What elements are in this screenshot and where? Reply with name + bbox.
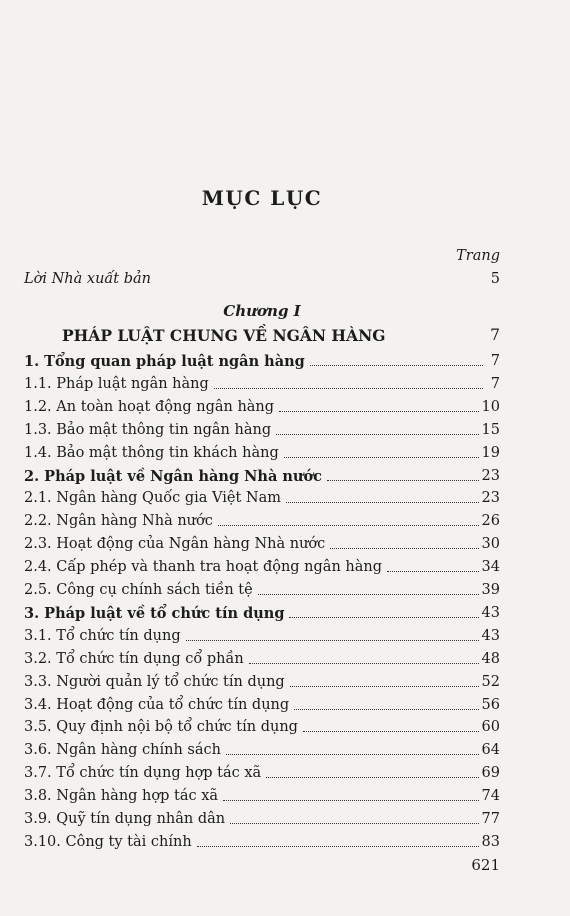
toc-entry-page: 7 xyxy=(490,353,500,369)
toc-entry-label: 3.8. Ngân hàng hợp tác xã xyxy=(24,788,219,805)
leader-dots xyxy=(387,571,479,572)
toc-entry-page: 7 xyxy=(490,375,500,392)
toc-entry-page: 77 xyxy=(481,811,500,827)
toc-entry-label: 1.3. Bảo mật thông tin ngân hàng xyxy=(24,421,272,438)
toc-entry-row[interactable] xyxy=(24,671,500,692)
toc-entry-page: 43 xyxy=(481,627,500,644)
page-column-label: Trang xyxy=(456,248,500,264)
toc-entry-row[interactable] xyxy=(24,785,500,806)
leader-dots xyxy=(226,754,479,755)
toc-entry-page: 48 xyxy=(481,650,500,667)
toc-entry-label: 2.5. Công cụ chính sách tiền tệ xyxy=(24,582,253,598)
toc-entry-row[interactable] xyxy=(24,808,500,829)
toc-entry-label: 2. Pháp luật về Ngân hàng Nhà nước xyxy=(24,467,322,485)
toc-chapter-page: 7 xyxy=(490,326,500,344)
toc-entry-label: 3.9. Quỹ tín dụng nhân dân xyxy=(24,811,226,827)
toc-entry-row[interactable] xyxy=(24,373,500,394)
leader-dots xyxy=(230,823,478,824)
page-title: MỤC LỤC xyxy=(201,186,323,210)
leader-dots xyxy=(249,663,479,664)
toc-entry-label: 3.2. Tổ chức tín dụng cổ phần xyxy=(24,650,244,667)
leader-dots xyxy=(289,617,478,618)
leader-dots xyxy=(303,731,479,732)
toc-entry-label: 1.4. Bảo mật thông tin khách hàng xyxy=(24,444,279,461)
leader-dots xyxy=(294,709,478,710)
leader-dots xyxy=(310,365,483,366)
leader-dots xyxy=(186,640,479,641)
toc-entry-row[interactable] xyxy=(24,694,500,715)
toc-entry-page: 52 xyxy=(481,673,500,690)
leader-dots xyxy=(276,434,478,435)
leader-dots xyxy=(290,686,479,687)
toc-entry-row[interactable] xyxy=(24,716,500,737)
toc-entry-label: 3.4. Hoạt động của tổ chức tín dụng xyxy=(24,696,290,713)
toc-section-row[interactable] xyxy=(24,465,500,486)
toc-entry-row[interactable] xyxy=(24,487,500,508)
leader-dots xyxy=(223,800,479,801)
toc-section-row[interactable] xyxy=(24,350,500,371)
chapter-label: Chương I xyxy=(223,302,301,320)
leader-dots xyxy=(286,502,479,503)
toc-entry-label: 1.1. Pháp luật ngân hàng xyxy=(24,375,209,392)
toc-entry-row[interactable] xyxy=(24,648,500,669)
toc-entry-row[interactable] xyxy=(24,762,500,783)
toc-entry-row[interactable] xyxy=(24,556,500,577)
toc-entry-label: 2.1. Ngân hàng Quốc gia Việt Nam xyxy=(24,490,282,507)
toc-entry-label: 3.10. Công ty tài chính xyxy=(24,833,192,850)
toc-entry-label: 3.6. Ngân hàng chính sách xyxy=(24,742,221,759)
toc-entry-row[interactable] xyxy=(24,396,500,417)
toc-entry-label: 3.7. Tổ chức tín dụng hợp tác xã xyxy=(24,765,262,782)
toc-entry-page: 64 xyxy=(481,742,500,759)
toc-entry-page: 15 xyxy=(481,421,500,438)
toc-chapter-title: PHÁP LUẬT CHUNG VỀ NGÂN HÀNG xyxy=(62,326,386,345)
leader-dots xyxy=(284,457,479,458)
toc-section-row[interactable] xyxy=(24,602,500,623)
toc-entry-row[interactable] xyxy=(24,419,500,440)
toc-entry-page: 10 xyxy=(481,398,500,415)
leader-dots xyxy=(330,548,478,549)
leader-dots xyxy=(197,846,479,847)
toc-entry-label: 3.5. Quy định nội bộ tổ chức tín dụng xyxy=(24,719,298,736)
toc-entry-page: 83 xyxy=(481,833,500,850)
toc-entry-page: 30 xyxy=(481,536,500,553)
toc-entry-row[interactable] xyxy=(24,579,500,600)
toc-entry-label: 1. Tổng quan pháp luật ngân hàng xyxy=(24,353,305,370)
toc-entry-page: 39 xyxy=(481,582,500,598)
leader-dots xyxy=(279,411,478,412)
toc-entry-label: 3. Pháp luật về tổ chức tín dụng xyxy=(24,604,285,622)
toc-entry-page: 56 xyxy=(481,696,500,713)
toc-entry-page: 43 xyxy=(481,604,500,621)
toc-entry-page: 60 xyxy=(481,719,500,736)
toc-entry-label: 2.3. Hoạt động của Ngân hàng Nhà nước xyxy=(24,536,326,553)
leader-dots xyxy=(258,594,479,595)
toc-chapter-row[interactable] xyxy=(24,324,500,345)
toc-entry-page: 74 xyxy=(481,788,500,805)
toc-entry-label: 2.2. Ngân hàng Nhà nước xyxy=(24,513,213,530)
toc-entry-row[interactable] xyxy=(24,739,500,760)
toc-preface-page: 5 xyxy=(490,271,500,287)
toc-preface-row[interactable] xyxy=(24,268,500,289)
toc-entry-label: 3.1. Tổ chức tín dụng xyxy=(24,627,181,644)
toc-entry-row[interactable] xyxy=(24,533,500,554)
toc-entry-row[interactable] xyxy=(24,510,500,531)
toc-entry-page: 34 xyxy=(481,559,500,576)
toc-entry-row[interactable] xyxy=(24,625,500,646)
toc-entry-row[interactable] xyxy=(24,831,500,852)
toc-entry-label: 3.3. Người quản lý tổ chức tín dụng xyxy=(24,673,285,690)
toc-entry-page: 19 xyxy=(481,444,500,461)
toc-entry-page: 69 xyxy=(481,765,500,782)
leader-dots xyxy=(218,525,479,526)
leader-dots xyxy=(266,777,478,778)
leader-dots xyxy=(327,480,479,481)
toc-entry-label: 1.2. An toàn hoạt động ngân hàng xyxy=(24,398,275,415)
page-number: 621 xyxy=(471,856,500,874)
leader-dots xyxy=(214,388,483,389)
toc-page xyxy=(24,0,500,916)
toc-preface-label: Lời Nhà xuất bản xyxy=(24,271,151,287)
toc-entry-page: 23 xyxy=(481,467,500,484)
toc-entry-label: 2.4. Cấp phép và thanh tra hoạt động ngân hàng xyxy=(24,559,383,576)
toc-entry-page: 26 xyxy=(481,513,500,530)
toc-entry-row[interactable] xyxy=(24,442,500,463)
toc-entry-page: 23 xyxy=(481,490,500,507)
